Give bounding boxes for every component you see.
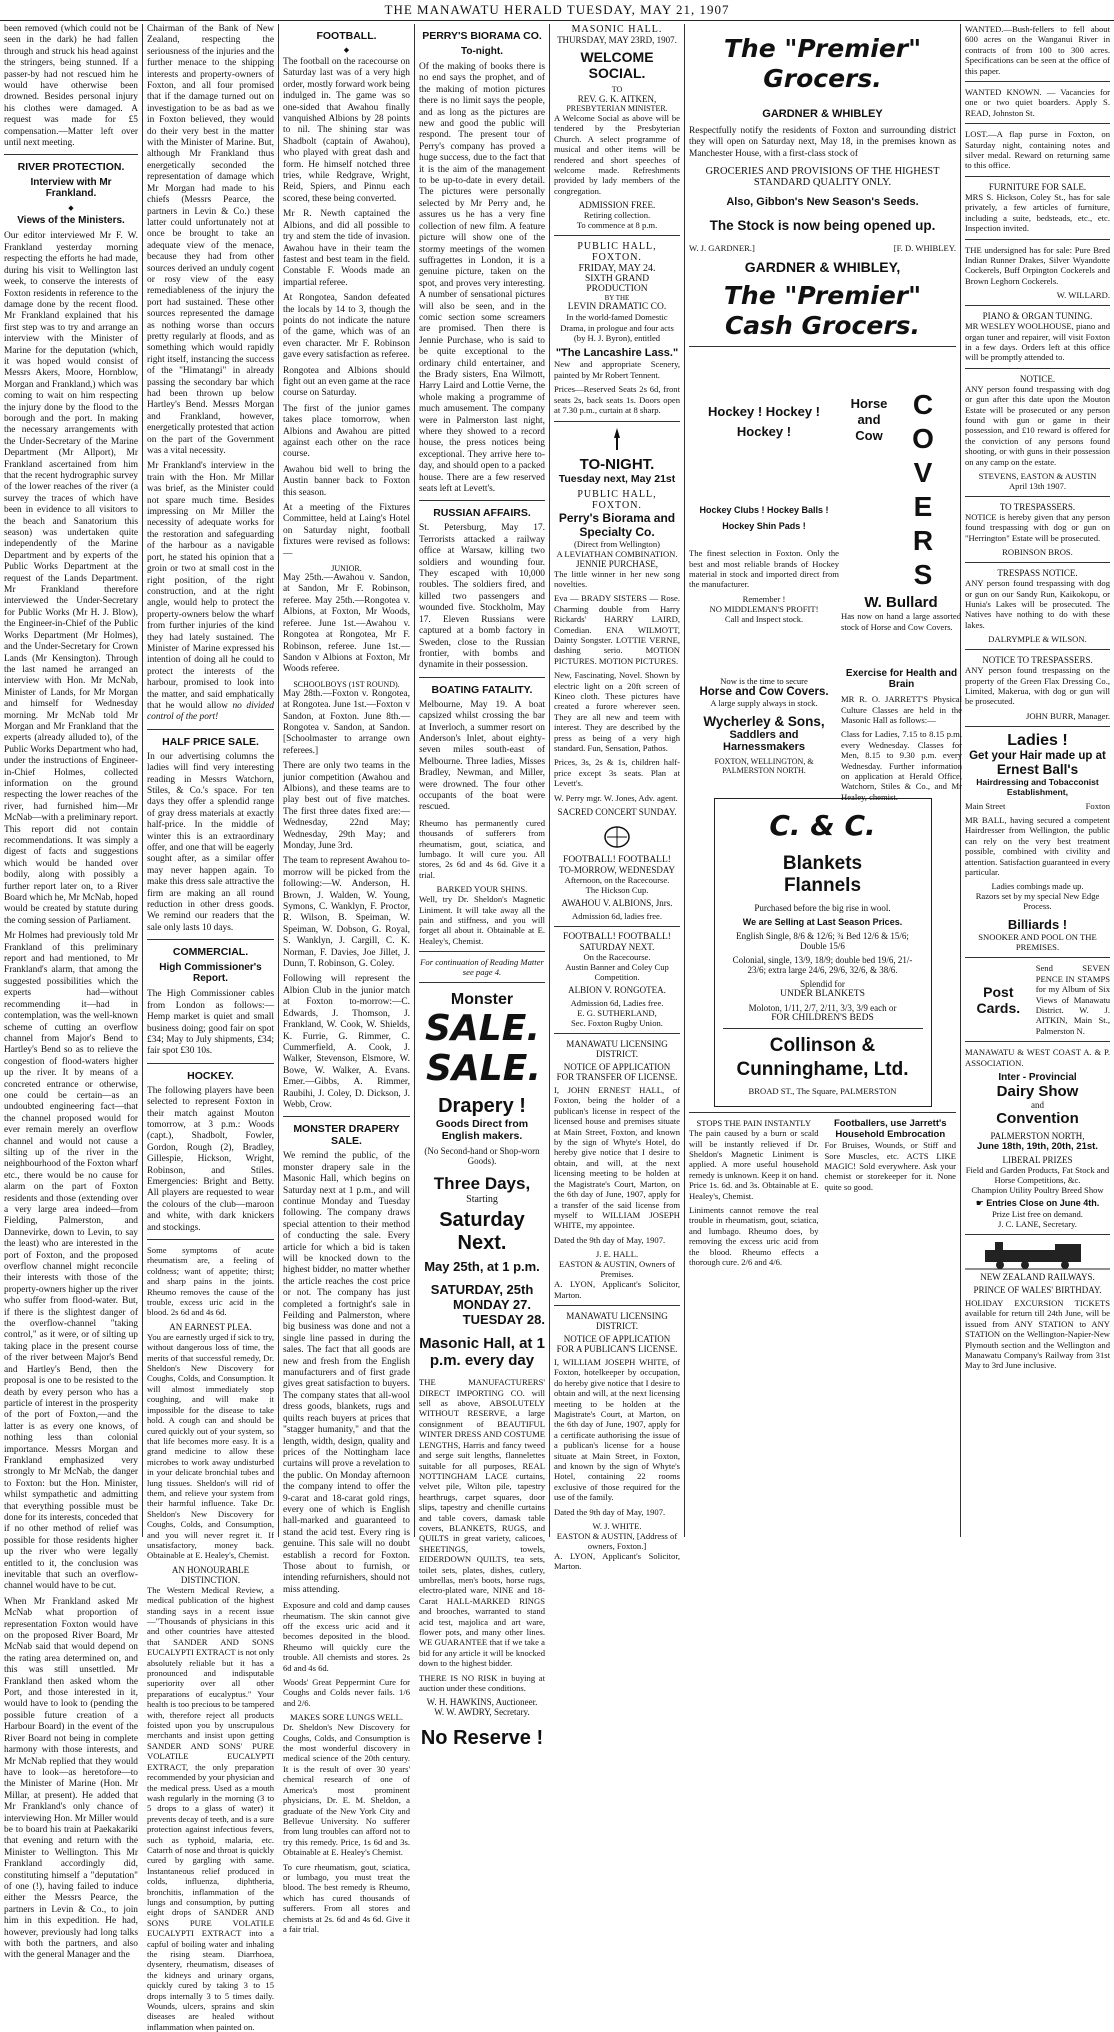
sheldon-ad — [689, 1118, 819, 1271]
notice-text: I, WILLIAM JOSEPH WHITE, of Foxton, hotelkeeper by occupation, do hereby give notice that I desire to obtain and will, at the next licensing meeting to be holden at the Magistrate's Court, at Marton, on the 6th day of June, 1907, apply for a certificate authorising the issue of a publican's license for a house situate at Main Street, in Foxton, and known by the sign of Whyte's Hotel, containing 22 rooms exclusive of those required for the use of the family. — [554, 1356, 680, 1503]
fixture-list: May 28th.—Foxton v. Rongotea, at Rongotea. June 1st.—Foxton v Sandon, at Foxton. June 8th.—Rongotea v. Sandon, at Sandon. [Schoolmaster to arrange own referees.] — [283, 688, 410, 756]
ernest-ball: Ernest Ball's — [996, 761, 1079, 777]
wycherley: Wycherley & Sons, — [703, 714, 825, 730]
jarrett-ad — [825, 1118, 956, 1271]
divider — [147, 1239, 274, 1240]
article-paragraph: St. Petersburg, May 17. Terrorists attacked a railway office at Warsaw, killing two soldiers and wounding four. They escaped with 10,000 roubles. The soldiers fired, and killed two passengers and wounded five. Stockholm, May 17. Eleven Russians were captured at a bomb factory in Sweden, close to the Russian frontier, with bombs and dynamite in their possession. — [419, 523, 545, 671]
firm-name: GARDNER & WHIBLEY, — [744, 259, 901, 276]
collection: Retiring collection. — [583, 210, 651, 221]
section-heading: COMMERCIAL. — [172, 946, 249, 959]
divider — [723, 1028, 923, 1029]
divider — [4, 154, 138, 155]
divider — [965, 123, 1110, 124]
hockey-items: Hockey Clubs ! Hockey Balls ! Hockey Shin Pads ! — [699, 505, 829, 532]
advert-paragraph: For Bruises, Wounds, or Stiff and Sore Muscles, etc. ACTS LIKE MAGIC! Sold everywhere. Ask your chemist or storekeeper for it. None quite so good. — [824, 1140, 956, 1192]
article-paragraph: Mr Holmes had previously told Mr Frankland of this preliminary report and had mentioned, to Mr Frankland's alarm, that among the suggested possibilities which the experts had—without recommending it—had in contemplation, was the well-known scheme of cutting an overflow channel from Major's Bend to Hartley's Bend so as to relieve the congestion of flood-waters higher up the river. It by means of a concreted entrance or otherwise, one could be certain—as an undoubted engineering fact—that the channel proposed would for ever remain merely an overflow channel and would not cause a silting up of the river in the neighbourhood of the Foxton wharf etc., there would be no cause for alarm on the part of Foxton residents and those (extending over a very large area indeed—from Fielding, Palmerston, and Dannevirke, down to Levin, to say the least) who are interested in the port of Foxton, and the proposed overflow channel might reconcile their interests with those of the property-owners higher up the river who suffer from flood-water. But, if there is the slightest danger of the overflow-channel "taking control," as it were, or of silting up taking place in the present course of the river between Major's Bend and Hartley's Bend, then the proposal is one to be resisted to the death by every person who has a particle of interest in the prosperity of the port of Foxton,—and the latter is as every one knows, of nothing less than colonial importance. Messrs Morgan and Frankland emphasized very strongly to Mr McNab, the danger to Foxton: but the Hon. Minister, whilst sympathetic and admitting that everything possible must be done for its interests, conceded that if no other method of relief was possible for those residents higher up the river who were legally entitled to it, the conclusion was inevitable that such an overflow-channel would have to be cut. — [4, 931, 138, 1592]
covers-vertical — [903, 388, 943, 592]
column-6 — [685, 24, 960, 1537]
article-paragraph: In our advertising columns the ladies will find very interesting reading in Messrs Watchorn, Stiles, & Co.'s space. For ten days they offer a splendid range of gray dress materials at exactly half-price. In the middle of winter this is an extraordinary offer, and one that will be eagerly sought after, as a similar offer may never happen again. To make this dress sale attractive the firm are making an all round reduction in other dress goods. We remind our readers that the sale only lasts 10 days. — [147, 751, 274, 933]
cup: The Hickson Cup. — [585, 885, 649, 896]
sale-word: SALE. — [425, 1008, 540, 1050]
horse-covers: Horse and Cow Covers. — [699, 686, 829, 699]
cup: Austin Banner and Coley Cup Competition. — [565, 962, 669, 983]
saddlers: Saddlers and Harnessmakers — [723, 729, 805, 754]
covers-letter: S — [913, 559, 933, 591]
divider — [419, 951, 545, 952]
company: Perry's Biorama and Specialty Co. — [558, 510, 676, 539]
divider — [965, 562, 1110, 563]
divider — [554, 235, 680, 236]
match-day: SATURDAY NEXT. — [579, 942, 655, 953]
hockey-title: Hockey ! Hockey ! Hockey ! — [708, 404, 820, 440]
classified: MRS S. Hickson, Coley St., has for sale privately, a few articles of furniture, including a suite, bedsteads, etc., etc. Inspection invited. — [965, 191, 1110, 234]
signature: W. J. WHITE. — [592, 1521, 642, 1532]
divider — [419, 677, 545, 678]
article-paragraph: The first of the junior games takes place tomorrow, when Albions and Awahou are pitted against each other on the race course. — [283, 403, 410, 460]
signature: STEVENS, EASTON & AUSTIN — [978, 471, 1097, 481]
footballers-title: Footballers, use Jarrett's Household Embrocation — [833, 1118, 947, 1141]
event-date: THURSDAY, MAY 23RD, 1907. — [557, 35, 677, 45]
article-text: Mr Frankland's interview in the train with the Hon. Mr Millar was brief, as the Minister could not spare much time. Besides impressing on Mr Miller the necessity of adequate works for the restoration and safeguarding of the harbour as a navigable port, he stated his opinion that a groin or two at small cost in the right position, of the right construction, and at the right angle, would help to protect the property-owners below the wharf from further injuries of the kind they had lately sustained. The Minister of Marine expressed his intention of doing all he could to protect the interests of the harbour, promised to look into the matter, and said emphatically that he would allow — [147, 461, 274, 711]
signature: W. J. GARDNER.] — [689, 243, 755, 254]
sale-day: SATURDAY, 25th — [430, 1282, 534, 1298]
classified: ANY person found trespassing with dog or gun on our Sandy Run, Kaikokopu, or Hunia's Lakes will be prosecuted. The Natives have nothing to do with these lakes. — [965, 578, 1110, 630]
classified: THE undersigned has for sale: Pure Bred Indian Runner Drakes, Silver Wyandotte Cockerels, Buff Orpington Cockerels and Brown Leghorn Cockerels. — [965, 244, 1110, 286]
sale-day: TUESDAY 28. — [462, 1312, 545, 1328]
horse-cow-label: Horse and Cow — [850, 396, 888, 444]
bullard-name: W. Bullard — [864, 594, 938, 612]
classified: LOST.—A flap purse in Foxton, on Saturday night, containing notes and silver medal. Reward on returning same to this office. — [965, 129, 1110, 171]
advert-paragraph: A Welcome Social as above will be tendered by the Presbyterian Church. A select programme of musical and other items will be rendered and short speeches of welcome made. Refreshments provided by lady members of the congregation. — [554, 113, 680, 196]
classified: NOTICE is hereby given that any person found trespassing with dog or gun on "Herrington" Estate will be prosecuted. — [965, 512, 1110, 543]
secretary: E. G. SUTHERLAND, — [577, 1008, 657, 1019]
divider — [965, 305, 1110, 306]
divider — [554, 1033, 680, 1034]
wycherley-locations: FOXTON, WELLINGTON, & PALMERSTON NORTH. — [714, 757, 814, 776]
covers-letter: V — [913, 457, 933, 489]
main-street: Main Street — [965, 800, 1006, 811]
signature: ROBINSON BROS. — [1002, 547, 1073, 558]
remember: Remember ! — [742, 593, 786, 604]
production: SIXTH GRAND PRODUCTION — [584, 274, 650, 295]
advert-paragraph: Class for Ladies, 7.15 to 8.15 p.m. every Wednesday. Classes for Men, 8.15 to 9.30 p.m. every Wednesday. Further information on application at Herald Office, Watchorn, Stiles & Co., and Mr Healey, chemist. — [841, 729, 962, 802]
advert-paragraph: The Western Medical Review, a medical publication of the highest standing says in a recent issue—"Thousands of physicians in this and other countries have attested that SANDER AND SONS EUCALYPTI EXTRACT is not only absolutely reliable but it has a pronounced and indisputable superiority over all other preparations of eucalyptus." Your health is too precious to be tampered with, therefore reject all products foisted upon you by unscrupulous merchants and insist upon getting SANDER AND SONS' PURE VOLATILE EUCALYPTI EXTRACT, the only preparation recommended by your physician and the medical press. Used as a mouth wash regularly in the morning (3 to 5 drops to a glass of water) it prevents decay of teeth, and is a sure protection against infectious fevers, such as typhoid, malaria, etc. Catarrh of nose and throat is quickly cured by gargling with same. Instantaneous relief produced in colds, influenza, diphtheria, bronchitis, inflammation of the lungs and consumption, by putting eight drops of SANDER AND SONS PURE VOLATILE EUCALYPTI EXTRACT into a capful of boiling water and inhaling the rising steam. Diarrhoea, dysentery, rheumatism, diseases of the kidneys and urinary organs, quickly cured by taking 3 to 15 drops internally 3 to 5 times daily. Wounds, ulcers, sprains and skin diseases are healed without inflammation when painted on. — [147, 1584, 274, 2032]
football-line: FOOTBALL! FOOTBALL! — [563, 855, 671, 866]
hockey-ad — [689, 352, 839, 624]
blankets: Blankets — [782, 853, 863, 875]
advert-paragraph: Eva — BRADY SISTERS — Rose. Charming double from Harry Rickards' HARRY LAIRD, Comedian. ENA WILMOTT, Dainty Songster. LOTTIE VERNE, dashing serio. MOTION PICTURES. MOTION PICTURES. — [554, 593, 680, 666]
to-label: TO — [611, 85, 623, 94]
secretary: W. W. AWDRY, Secretary. — [434, 1707, 530, 1718]
advert-paragraph: Respectfully notify the residents of Foxton and surrounding district they will open on Saturday next, May 18, in the premises known as Manchester House, with a first-class stock of — [689, 126, 956, 159]
firm-name: GARDNER & WHIBLEY — [762, 108, 883, 120]
champion: Champion Utility Poultry Breed Show — [971, 1184, 1104, 1195]
advert-paragraph: MR R. O. JARRETT'S Physical Culture Classes are held in the Masonic Hall as follows:— — [841, 694, 962, 726]
now-time: Now is the time to secure — [720, 676, 808, 687]
call-inspect: Call and Inspect stock. — [724, 613, 804, 624]
divider — [419, 982, 545, 983]
drapery-title: Drapery ! — [438, 1095, 526, 1118]
venue: PUBLIC HALL, FOXTON. — [577, 241, 657, 264]
location-line — [965, 801, 1110, 811]
show-dates: June 18th, 19th, 20th, 21st. — [977, 1140, 1098, 1152]
divider — [965, 176, 1110, 177]
classified: MR BALL, having secured a competent Hairdresser from Wellington, the public can rely on the very best treatment possible, combined with civility and attention. Satisfaction guaranteed in every particular. — [965, 814, 1110, 877]
groceries: GROCERIES AND PROVISIONS OF THE HIGHEST STANDARD QUALITY ONLY. — [705, 166, 940, 189]
company: LEVIN DRAMATIC CO. — [567, 302, 667, 313]
secretary: J. C. LANE, Secretary. — [998, 1218, 1077, 1229]
notice-date: April 13th 1907. — [1008, 481, 1067, 491]
fixture-list: May 25th.—Awahou v. Sandon, at Sandon, Mr F. Robinson, referee. May 25th.—Rongotea v. Albions, at Foxton, Mr Woods, referee. June 1st.—Awahou v. Rongotea at Rongotea, Mr F. Robinson, referee. June 1st.—Sandon v Albions at Foxton, Mr Woods referee. — [283, 573, 410, 675]
combination: A LEVIATHAN COMBINATION. — [556, 548, 678, 559]
divider — [554, 421, 680, 422]
divider — [965, 1234, 1110, 1235]
divider — [419, 500, 545, 501]
postcards-ad — [965, 963, 1110, 1036]
advert-paragraph: New, Fascinating, Novel. Shown by electric light on a 20ft screen of Kineo cloth. These pictures have created a furore wherever seen. They are all new and teem with interest. They are described by the press as being of a very high standard. Fun, Sensation, Pathos. — [554, 670, 680, 753]
classified-heading: PIANO & ORGAN TUNING. — [982, 311, 1093, 322]
razors: Razors set by my special New Edge Process. — [975, 891, 1100, 912]
direct-from: (Direct from Wellington) — [573, 538, 661, 549]
solicitor: A. LYON, Applicant's Solicitor, Marton. — [554, 1551, 680, 1572]
venue: MASONIC HALL. — [571, 24, 663, 35]
admission: Admission 6d, ladies free. — [572, 911, 662, 922]
classified: Send SEVEN PENCE IN STAMPS for my Album of Six Views of Manawatu District. W. J. AITKIN, Main St., Palmerston N. — [1035, 963, 1110, 1036]
under-blankets: UNDER BLANKETS — [780, 989, 865, 1000]
admission: ADMISSION FREE. — [578, 200, 656, 211]
sale-title: Monster — [450, 991, 514, 1009]
classified: HOLIDAY EXCURSION TICKETS available for return till 24th June, will be issued from ANY STATION to ANY STATION on the Wellington-Napier-New Plymouth section and the Wellington and Manawatu Company's Railway from 31st May to 3rd June inclusive. — [965, 1297, 1110, 1371]
covers-letter: C — [912, 389, 934, 421]
guest-title: PRESBYTERIAN MINISTER. — [566, 104, 668, 113]
exercise-title: Exercise for Health and Brain — [845, 668, 958, 691]
bottom-ads — [689, 1118, 956, 1271]
divider — [965, 239, 1110, 240]
divider — [965, 649, 1110, 650]
section-subheading: To-night. — [460, 46, 504, 57]
premier-cash-title: The "Premier" Cash Grocers. — [723, 281, 922, 341]
section-subheading: Interview with Mr Frankland. — [30, 177, 112, 200]
section-heading: RUSSIAN AFFAIRS. — [433, 507, 531, 520]
saturday-next: Saturday Next. — [439, 1209, 525, 1255]
railways: NEW ZEALAND RAILWAYS. — [980, 1271, 1095, 1282]
notice-title: NOTICE OF APPLICATION FOR TRANSFER OF LICENSE. — [556, 1062, 678, 1083]
section-heading: FOOTBALL. — [316, 30, 377, 42]
article-paragraph: The High Commissioner cables from London as follows:— Hemp market is quiet and small business doing; good fair on spot £34; May to July shipments, £34; fair spot £30 10s. — [147, 989, 274, 1057]
article-paragraph: When Mr Frankland asked Mr McNab what proportion of representation Foxton would have on the proposed River Board, Mr McNab said that would depend on the rating area determined on, and this was still unsettled. Mr Frankland then asked whom the Port, and those interested in it, would have to look to (pending the possible future creation of a Harbour Board) in the event of the River Board not being in complete harmony with those interests, and Mr McNab replied that they would have to look—as heretofore—to the Minister of Marine (Hon. Mr Millar, at present). He added that Mr Frankland's only chance of interviewing Hon. Mr Miller would be to board his train at Paekakariki that evening and return with the Minister to Wellington. This Mr Frankland accordingly did, constituting himself a "deputation" of one (!), having failed to induce either the Messrs Pearce, the partners in Levin & Co., to join him in this expedition. He had, however, previously had long talks with both the partners, and also with the general Manager and the — [4, 1596, 138, 1961]
advert-paragraph: THE MANUFACTURERS' DIRECT IMPORTING CO. will sell as above, ABSOLUTELY WITHOUT RESERVE, a large consignment of BEAUTIFUL WINTER DRESS AND COSTUME LENGTHS, Harris and fancy tweed and serge suit lengths, flannelettes suitable for all purposes, REAL NOTTINGHAM LACE curtains, velvet pile, Wilton pile, tapestry hearthrugs, carpet squares, door slips, tapestry and chenille curtains and table covers, damask table covers, BLANKETS, RUGS, and QUILTS in great variety, calicoes, SHEETINGS, towels, EIDERDOWN QUILTS, tea sets, toilet sets, plates, dishes, cutlery, umbrellas, men's boots, horse rugs, electro-plated ware, NINE and 18-Carat HALL-MARKED RINGS and brooches, warranted to stand acid test, majolica and art ware, flower pots, and many other lines. WE GUARANTEE that if we take a bid for any article it will be knocked down to the highest bidder. — [419, 1377, 545, 1669]
ornament: ◆ — [343, 46, 350, 54]
sale-date: May 25th, at 1 p.m. — [424, 1259, 540, 1275]
divider — [689, 1112, 956, 1113]
section-heading: RIVER PROTECTION. — [17, 161, 125, 174]
advert-paragraph: Dr. Sheldon's New Discovery for Coughs, Colds, and Consumption is the most wonderful discovery in medical science of the 20th century. It is the result of over 30 years' chemical research of one of America's most prominent physicians, Dr. E. M. Sheldon, a graduate of the New York City and Bellevue University. No sufferer from lung troubles can afford not to try this remedy. Price, 1s 6d and 3s. Obtainable at E. Healey's Chemist. — [283, 1722, 410, 1858]
match-place: Afternoon, on the Racecourse. — [564, 875, 670, 886]
seeds: Also, Gibbon's New Season's Seeds. — [726, 196, 919, 209]
postcards-title: Post Cards. — [976, 983, 1021, 1016]
billiards: Billiards ! — [1007, 917, 1068, 933]
match-place: On the Racecourse. — [583, 952, 651, 963]
article-paragraph: We remind the public, of the monster drapery sale in the Masonic Hall, which begins on Saturday next at 1 p.m., and will continue Monday and Tuesday following. The company draws special attention to their method of conducting the sale. Every article for which a bid is taken will be knocked down to the highest bidder, no matter whether the article reaches the cost price or not. The company has just completed a fortnight's sale in Feilding and Palmerston, where big business was done and not a single line passed in during the sales. The fact that all goods are new and fresh from the English manufacturers and of first grade gives great satisfaction to buyers. The company states that all-wool dress goods, blankets, rugs and quilts reach buyers at prices that "stagger humanity," and that the length, width, design, quality and prices of the Nottingham lace curtains will prove a revelation to the public. On Monday afternoon the company intend to offer the 9-carat and 18-carat gold rings, every one of which is English hall-marked and guaranteed to stand the acid test. Every ring is genuine. This sale will no doubt establish a record for Foxton. Those about to furnish, or intending refurnishers, should not miss attending. — [283, 1151, 410, 1595]
section-subheading: High Commissioner's Report. — [159, 962, 262, 985]
welcome-title: WELCOME SOCIAL. — [580, 49, 654, 81]
prizes: LIBERAL PRIZES — [1002, 1154, 1073, 1165]
article-paragraph: At Rongotea, Sandon defeated the locals by 14 to 3, though the points do not indicate the nature of the game, which was of an even character. Mr F. Robinson gave every satisfaction as referee. — [283, 293, 410, 361]
three-days: Three Days, — [433, 1174, 531, 1194]
section-heading: HALF PRICE SALE. — [162, 735, 259, 748]
signature: [F. D. WHIBLEY. — [893, 243, 956, 254]
classified-heading: FURNITURE FOR SALE. — [988, 181, 1087, 192]
emphasis-text: no divided control of the port! — [147, 700, 274, 723]
divider — [965, 368, 1110, 369]
signature: DALRYMPLE & WILSON. — [988, 634, 1087, 645]
divider — [554, 926, 680, 927]
match: AWAHOU V. ALBIONS, Jnrs. — [561, 898, 673, 909]
article-paragraph: Awahou bid well to bring the Austin banner back to Foxton this season. — [283, 464, 410, 498]
pointing-hand-icon — [610, 428, 624, 450]
section-subheading: Views of the Ministers. — [17, 215, 125, 227]
covers-letter: E — [913, 491, 933, 523]
auctioneer: W. H. HAWKINS, Auctioneer. — [426, 1697, 538, 1708]
divider — [689, 346, 956, 347]
hairdressing: Hairdressing and Tobacconist Establishment, — [976, 776, 1099, 797]
advert-paragraph: You are earnestly urged if sick to try, without dangerous loss of time, the merits of that successful remedy, Dr. Sheldon's New Discovery for Coughs, Colds, and Consumption. It will almost immediately stop coughing, and will make it impossible for the disease to take hold. A cough can and should be cured quickly out of your system, so that life becomes more easy. It is a grand medicine to allow these microbes to work away undisturbed in your delicate bronchial tubes and lung tissues. Sheldon's will rid of them, and relieve your system from their harmful influence. Take Dr. Sheldon's New Discovery for Coughs, Colds, and Consumption, and you will never regret it. If unsatisfactory, money back. Obtainable at E. Healey's, Chemist. — [147, 1331, 274, 1561]
sacred-concert: SACRED CONCERT SUNDAY. — [557, 807, 677, 818]
signature: W. WILLARD. — [1056, 290, 1110, 301]
advert-paragraph: Prices—Reserved Seats 2s 6d, front seats 2s, back seats 1s. Doors open at 7.30 p.m., curtain at 8 sharp. — [554, 384, 680, 416]
hair-line: Get your Hair made up at — [969, 749, 1106, 762]
continuation-note: For continuation of Reading Matter see page 4. — [420, 957, 544, 978]
splendid: Splendid for — [800, 979, 845, 990]
advert-title: BARKED YOUR SHINS. — [436, 884, 528, 895]
starting: Starting — [466, 1194, 498, 1206]
article-paragraph: Chairman of the Bank of New Zealand, respecting the seriousness of the injuries and the further menace to the shipping interests and property-owners of Foxton, and all four promised that if the damage turned out on investigation to be as bad as we in Foxton believed, they would do their very best in the matter with the Minister of Marine. But, although Mr Frankland thus energetically seconded the representation of damage which Mr Morgan had made to his chiefs (Messrs Pearce, the partners in Levin & Co.) these latter could unfortunately not at once be brought to take an adequate view of the menace, because they had from other sources derived an unduly cogent or rosy view of the easy remediableness of the injury the port had sustained. These other sources represented the damage as nothing worse than occurs pretty regularly at floods, and as something which would rapidly right itself, instancing the success of the "Himatangi" in already passing the secondary bar which had been thrown up below Hartley's Bend. Messrs Morgan and Frankland, however, energetically protested that action on the part of the Government was a vital necessity. — [147, 24, 274, 457]
admission: Admission 6d, Ladies free. — [570, 998, 664, 1009]
section-heading: HOCKEY. — [187, 1069, 234, 1082]
article-paragraph: The following players have been selected to represent Foxton in their match against Mouton tomorrow, at 3 p.m.: Woods (capt.), Shadbolt, Fowler, Gordon, Rough (2), Bradley, Gillespie, Hickson, Wright, Robinson, and Stiles. Emergencies: Bright and Betty. All players are requested to wear the colours of the club—maroon and white, with dark knickers and stockings. — [147, 1085, 274, 1233]
article-paragraph: Following will represent the Albion Club in the junior match at Foxton to-morrow:—C. Edwards, J. Thomson, J. Frankland, W. Cook, W. Shields, K. Furrie, G. Rimmer, C. Cummerfield, A. Cook, J. Walker, Stevenson, Elsmore, W. Bowe, W. Walker, A. Evans. Emer.—Gibbs, A. Rimmer, Raubihi, J. Coley, D. Dickson, J. Webb, Crow. — [283, 974, 410, 1110]
signature: J. E. HALL. — [595, 1249, 639, 1260]
divider — [965, 726, 1110, 727]
article-paragraph: The team to represent Awahou to-morrow will be picked from the following:—W. Anderson, H. Brown, J. Walden, W. Young, Symons, C. Wanklyn, F. Proctor, R. Wilson, B. Speiman, W. Speiman, W. Dobson, G. Royal, S. Wanklyn, J. Cargill, C. K. Norman, F. Davies, Joe Jillet, J. Dunn, T. Robinson, G. Coley. — [283, 856, 410, 970]
classified-heading: TRESPASS NOTICE. — [997, 568, 1078, 579]
no-middleman: NO MIDDLEMAN'S PROFIT! — [709, 603, 819, 614]
tonight-title: TO-NIGHT. — [579, 455, 655, 473]
classified-heading: NOTICE TO TRESPASSERS. — [982, 655, 1093, 666]
birthday: PRINCE OF WALES' BIRTHDAY. — [973, 1284, 1102, 1295]
advert-paragraph: Has now on hand a large assorted stock of Horse and Cow Covers. — [841, 611, 961, 632]
owners: EASTON & AUSTIN, [Address of owners, Foxton.] — [556, 1531, 678, 1552]
no-reserve: No Reserve ! — [420, 1727, 544, 1750]
advert-paragraph: The pain caused by a burn or scald will be instantly relieved if Dr. Sheldon's Magnetic Liniment is applied. A more useful household remedy is unknown. Keep it on hand. Price 1s. 6d. and 3s. Obtainable at E. Healey's, Chemist. — [689, 1128, 819, 1201]
advert-title: STOPS THE PAIN INSTANTLY — [696, 1118, 812, 1129]
guest-name: REV. G. K. AITKEN, — [577, 94, 657, 104]
article-paragraph — [147, 461, 274, 723]
flannels: Flannels — [783, 875, 862, 897]
prize-list: Prize List free on demand. — [992, 1208, 1083, 1219]
venue: PUBLIC HALL, FOXTON. — [577, 488, 657, 511]
selling: We are Selling at Last Season Prices. — [742, 917, 903, 928]
advert-paragraph: In the world-famed Domestic Drama, in prologue and four acts (by H. J. Byron), entitled — [560, 312, 674, 344]
dairy-show: Dairy Show — [996, 1082, 1079, 1100]
fixture-heading: SCHOOLBOYS (1ST ROUND). — [293, 679, 400, 689]
association: MANAWATU & WEST COAST A. & P. ASSOCIATION. — [965, 1047, 1110, 1068]
notice-title: NOTICE OF APPLICATION FOR A PUBLICAN'S LICENSE. — [556, 1333, 678, 1354]
divider — [965, 957, 1110, 958]
ladies-title: Ladies ! — [1007, 731, 1068, 749]
section-heading: BOATING FATALITY. — [431, 683, 533, 696]
classified: WANTED KNOWN. — Vacancies for one or two quiet boarders. Apply S. READ, Johnston St. — [965, 87, 1110, 118]
divider — [147, 1063, 274, 1064]
divider — [965, 496, 1110, 497]
football-icon — [602, 823, 632, 849]
classified: MR WESLEY WOOLHOUSE, piano and organ tuner and repairer, will visit Foxton in a few days. Orders left at this office will be promptly attended to. — [965, 321, 1110, 363]
collinson-name: Collinson & Cunninghame, Ltd. — [736, 1035, 909, 1081]
article-paragraph: There are only two teams in the junior competition (Awahou and Albions), and these teams are to play best out of five matches. The first three dates fixed are:—Wednesday, 22nd May; Wednesday, 29th May; and Monday, June 3rd. — [283, 761, 410, 851]
classified: ANY person found trespassing on the property of the Green Flax Dressing Co., Limited, Makerua, with dog or gun will be prosecuted. — [965, 665, 1110, 707]
signatures — [689, 243, 956, 253]
convention: Convention — [996, 1109, 1079, 1127]
locomotive-icon — [965, 1240, 1110, 1270]
advert-title: AN HONOURABLE DISTINCTION. — [171, 1564, 250, 1585]
play-title: "The Lancashire Lass." — [555, 347, 679, 360]
column-5 — [550, 24, 684, 1572]
bullard-ad — [841, 594, 961, 636]
covers-letter: R — [912, 525, 934, 557]
column-3 — [279, 24, 414, 1934]
entries-text: Entries Close on June 4th. — [986, 1197, 1100, 1208]
advert-title: MAKES SORE LUNGS WELL. — [290, 1712, 403, 1723]
performer: JENNIE PURCHASE, — [575, 558, 658, 569]
classified-heading: NOTICE. — [1019, 373, 1056, 384]
classified: ANY person found trespassing with dog or gun after this date upon the Mouton Estate will be prosecuted or any person found with gun or game in their possession, and £10 reward is offered for the conviction of any persons found shooting, or with guns in their possession on any camp on the estate. — [965, 383, 1110, 467]
no-second-hand: (No Second-hand or Shop-worn Goods). — [424, 1146, 540, 1167]
advert-paragraph: Rheumo has permanently cured thousands of sufferers from rheumatism, gout, sciatica, and lumbago. It will cure you. All stores, 2s 6d and 4s 6d. Give it a trial. — [419, 817, 545, 880]
advert-paragraph: W. Perry mgr. W. Jones, Adv. agent. — [554, 792, 678, 803]
goods-direct: Goods Direct from English makers. — [435, 1118, 529, 1143]
secretary-title: Sec. Foxton Rugby Union. — [571, 1018, 663, 1029]
by-the: BY THE — [604, 294, 630, 303]
football-line: FOOTBALL! FOOTBALL! — [563, 932, 671, 943]
collinson-address: BROAD ST., The Square, PALMERSTON — [748, 1086, 897, 1097]
advert-paragraph: Well, try Dr. Sheldon's Magnetic Liniment. It will take away all the pain and stiffness, and you will forget all about it. Obtainable at E. Healey's, Chemist. — [419, 894, 545, 946]
divider — [965, 1041, 1110, 1042]
column-1 — [0, 24, 142, 1961]
match-day: TO-MORROW, WEDNESDAY — [558, 865, 675, 876]
inter-provincial: Inter - Provincial — [998, 1071, 1077, 1083]
divider — [965, 81, 1110, 82]
combings: Ladies combings made up. — [991, 881, 1084, 892]
palmerston: PALMERSTON NORTH, — [990, 1130, 1085, 1141]
commence: To commence at 8 p.m. — [576, 220, 658, 231]
match: ALBION V. RONGOTEA. — [568, 985, 666, 996]
divider — [147, 729, 274, 730]
foxton: Foxton — [1085, 800, 1110, 811]
tonight-date: Tuesday next, May 21st — [558, 472, 676, 485]
column-7 — [961, 24, 1114, 1537]
licensing-title: MANAWATU LICENSING DISTRICT. — [566, 1039, 668, 1060]
ornament: ◆ — [68, 204, 74, 213]
notice-text: I, JOHN ERNEST HALL, of Foxton, being the holder of a publican's license in respect of the licensed house and premises situate at Main Street, Foxton, and known by the sign of Whyte's Hotel, do hereby give notice that I desire to obtain, and will, at the next licensing meeting to be holden at the Magistrate's Court, Marton, on the 6th day of June, 1907, apply for a transfer of the said license from myself to WILLIAM JOSEPH WHITE, my appointee. — [554, 1085, 680, 1231]
event-date: FRIDAY, MAY 24. — [578, 263, 656, 275]
classified-heading: TO TRESPASSERS. — [999, 502, 1076, 512]
english-prices: English Single, 8/6 & 12/6; ¾ Bed 12/6 & 15/6; Double 15/6 — [736, 931, 909, 952]
exercise-ad — [841, 668, 962, 806]
fixture-heading: JUNIOR. — [331, 564, 362, 574]
advert-title: AN EARNEST PLEA. — [169, 1321, 252, 1332]
advert-paragraph: Woods' Great Peppermint Cure for Coughs and Colds never fails. 1/6 and 2/6. — [283, 1677, 410, 1708]
section-heading: PERRY'S BIORAMA CO. — [422, 30, 542, 42]
advert-paragraph: The finest selection in Foxton. Only the best and most reliable brands of Hockey material in stock and imported direct from the manufacturer. — [689, 548, 839, 590]
article-paragraph: At a meeting of the Fixtures Committee, held at Laing's Hotel on Saturday night, football fixtures were revised as follows:— — [283, 503, 410, 559]
entries-close — [965, 1198, 1110, 1209]
divisions: Field and Garden Products, Fat Stock and Horse Competitions, &c. — [965, 1164, 1110, 1185]
moloton-prices: Moloton, 1/11, 2/7, 2/11, 3/3, 3/9 each or — [748, 1003, 897, 1014]
sale-venue: Masonic Hall, at 1 p.m. every day — [419, 1335, 545, 1370]
sports-ad-block — [689, 352, 962, 802]
article-paragraph: The football on the racecourse on Saturday last was of a very high order, mostly forward work being indulged in. The game was so one-sided that Awahou finally vanquished Albions by 28 points to nil. The shining star was Shadbolt (captain of Awahou), who played with great dash and form. He himself notched three tries, while Redgrave, Wright, Reid, Spiers, and Pinnu each scored, these being converted. — [283, 57, 410, 204]
cc-ad — [714, 798, 932, 1107]
masthead: THE MANAWATU HERALD TUESDAY, MAY 21, 1907 — [0, 0, 1114, 21]
covers-letter: O — [912, 423, 934, 455]
snooker: SNOOKER AND POOL ON THE PREMISES. — [978, 932, 1097, 953]
lead-paragraph: been removed (which could not be seen in the dark) he had fallen through and struck his head against the stringers, being stunned. If a passer-by had not rescued him he would have otherwise been drowned. Besides personal injury his clothes were damaged. A request was made for £5 compensation.—Matter left over until next meeting. — [4, 24, 138, 149]
section-heading: MONSTER DRAPERY SALE. — [293, 1123, 400, 1148]
column-2 — [143, 24, 278, 2032]
stock-line: The Stock is now being opened up. — [709, 218, 936, 234]
advert-paragraph: Some symptoms of acute rheumatism are, a feeling of coldness; want of appetite; thirst; and sharp pains in the joints. Rheumo removes the cause of the trouble, excess uric acid in the blood. 2s 6d and 4s 6d. — [147, 1245, 274, 1318]
column-4 — [415, 24, 549, 1750]
purchased: Purchased before the big rise in wool. — [754, 903, 891, 914]
pointing-hand-icon: ☛ — [975, 1197, 987, 1208]
colonial-prices: Colonial, single, 13/9, 18/9; double bed 19/6, 21/- 23/6; extra large 24/6, 29/6, 32/6, & 38/6. — [732, 955, 913, 976]
article-paragraph: Melbourne, May 19. A boat capsized whilst crossing the bar at Inverloch, a summer resort on Anderson's Inlet, about eighty-seven miles south-east of Melbourne. Three ladies, Misses Bradley, Newman, and Miller, were drowned. The four other occupants of the boat were rescued. — [419, 699, 545, 813]
divider — [147, 939, 274, 940]
advert-paragraph: To cure rheumatism, gout, sciatica, or lumbago, you must treat the blood. The best remedy is Rheumo, which has cured thousands of sufferers. From all stores and chemists at 2s. 6d and 4s 6d. Give it a fair trial. — [283, 1861, 410, 1934]
and-word: and — [1031, 1099, 1044, 1110]
signature: JOHN BURR, Manager. — [1025, 710, 1110, 721]
solicitor: A. LYON, Applicant's Solicitor, Marton. — [554, 1279, 680, 1300]
divider — [283, 1116, 410, 1117]
sale-word: SALE. — [426, 1048, 541, 1090]
article-paragraph: Of the making of books there is no end says the prophet, and of the making of motion pictures there is no limit says the people, and as long as the pictures are new and good the public will respond. The present tour of Perry's company has proved a huge success, due to the fact that it is the aim of the management to be up-to-date in every detail. The pictures were personally selected by Mr Perry and, he assures us he has a very fine collection of new film. A feature picture will show one of the stormy meetings of the women suffragettes in London, it is a genuine picture, taken on the spot, and proves very interesting. A number of sensational pictures will also be seen, and in the comic section some screamers are promised. Then there is Jennie Purchase, who is said to be quite exceptional to the ordinary child entertainer, and the Brady sisters, Ena Wilmott, Harry Laird and Lottie Verne, the whole making a programme of much amusement. The company were in Palmerston last night, where they showed to a record house, the press notices being exceptional. They arrive here to-day, and should open to a packed house. There are a few reserved seats left at Levett's. — [419, 62, 545, 495]
supply: A large supply always in stock. — [710, 698, 818, 709]
licensing-title: MANAWATU LICENSING DISTRICT. — [566, 1310, 668, 1331]
advert-paragraph: New and appropriate Scenery, painted by Mr Robert Tennent. — [554, 359, 680, 380]
advert-paragraph: The little winner in her new song novelties. — [554, 568, 680, 589]
article-paragraph: Rongotea and Albions should fight out an even game at the race course on Saturday. — [283, 365, 410, 399]
advert-paragraph: Liniments cannot remove the real trouble in rheumatism, gout, sciatica, and lumbago. Rheumo does, by removing the excess uric acid from the blood. Rheumo effects a thorough cure. 2/6 and 4/6. — [689, 1205, 819, 1268]
notice-date: Dated the 9th day of May, 1907. — [554, 1234, 666, 1245]
article-paragraph: Mr R. Newth captained the Albions, and did all possible to try and stem the tide of invasion. Awahou have in their team the fastest and best team in the field. Constable F. Woods made an impartial referee. — [283, 209, 410, 288]
owners: EASTON & AUSTIN, Owners of Premises. — [558, 1259, 676, 1280]
advert-paragraph: Prices, 3s, 2s & 1s, children half-price except 3s seats. Plan at Levett's. — [554, 757, 680, 789]
notice-date: Dated the 9th day of May, 1907. — [554, 1506, 666, 1517]
advert-paragraph: Exposure and cold and damp causes rheumatism. The skin cannot give off the excess uric acid and it becomes deposited in the blood. Rheumo will quickly cure the trouble. All chemists and stores. 2s 6d and 4s 6d. — [283, 1600, 410, 1673]
sale-day: MONDAY 27. — [452, 1297, 532, 1313]
children-beds: FOR CHILDREN'S BEDS — [771, 1013, 874, 1024]
article-paragraph: Our editor interviewed Mr F. W. Frankland yesterday morning respecting the efforts he had made, during his visit to Wellington last week, to conserve the interests of Foxton residents in reference to the damage done by the recent flood. Mr Frankland explained that his first step was to try and arrange an interview with the Minister of Marine for the deputation (which, it was hoped would consist of Messrs Akers, Moore, Hornblow, Morgan and Frankland,) which was coming to wait on him respecting the injury done by the flood to the borough and the port. In making the necessary arrangements with the Under-Secretary of the Marine Department (Mr Allport), Mr Frankland ascertained from him that the recent hydrographic survey of the lower reaches of the river (a survey the traces of which have been in evidence to all visitors to the beach and Sanatorium this season) was undertaken quite independently of the Marine Department and by experts of the Public Works Department at the request of the Lands Department. Mr Frankland therefore interviewed the Under-Secretary for Public Works (Mr H. J. Blow), the Engineer-in-Chief of the Public Works Department (Mr Holmes), and the Under-Secretary for Crown Lands (Mr Kensington). Through the last named he arranged an interview with Hon. Mr McNab, Minister of Lands, for Mr Morgan and himself for Wednesday morning. Mr McNab told Mr Morgan and Mr Frankland that the experts (already alluded to), of the Public Works Department who had, under the instructions of Engineer-in-Chief Holmes, collected information on the ground respecting the lower reaches of the river, had furnished him—Mr McNab—with a preliminary report. This report did not contain recommendations. It was simply a digest of facts and suggestions which would be handed over bodily, along with possibly a further report later on, to a River Board which he, Mr McNab, hoped would be created by statute during the coming session of Parliament. — [4, 231, 138, 926]
premier-title: The "Premier" Grocers. — [723, 34, 922, 93]
divider — [554, 1305, 680, 1306]
advert-paragraph: THERE IS NO RISK in buying at auction under these conditions. — [419, 1672, 545, 1694]
covers-ad — [689, 676, 839, 775]
cc-title: C. & C. — [769, 809, 876, 843]
classified: WANTED.—Bush-fellers to fell about 600 acres on the Wanganui River in contracts of from 100 to 300 acres. Specifications can be seen at the office of this paper. — [965, 24, 1110, 76]
